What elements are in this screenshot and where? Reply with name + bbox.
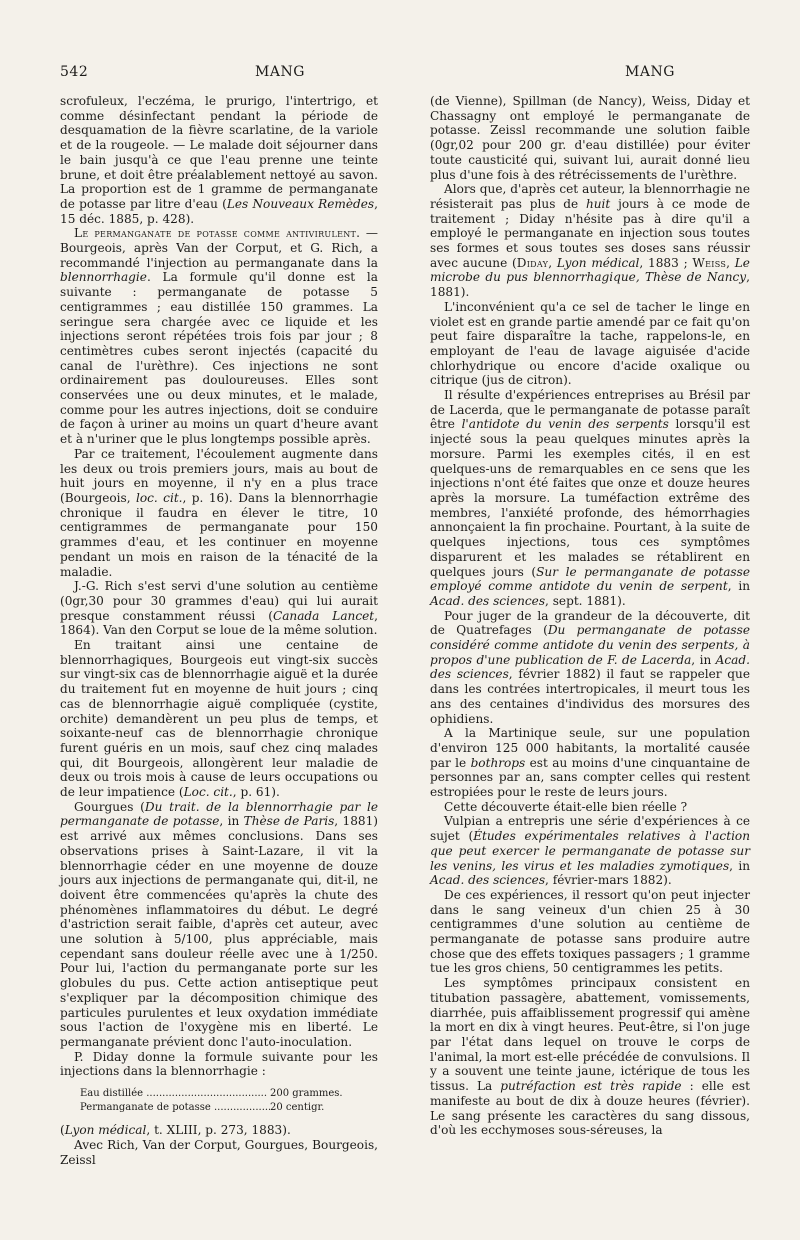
paragraph: P. Diday donne la formule suivante pour les injections dans la blennorrhagie : <box>60 1049 378 1079</box>
paragraph: J.-G. Rich s'est servi d'une solution au centième (0gr,30 pour 30 grammes d'eau) qui lui aurait presque constamment réussi (Canada Lancet, 1864). Van den Corput se loue de la même solution. <box>60 579 378 638</box>
page-number: 542 <box>60 64 89 80</box>
right-column <box>430 94 750 1138</box>
paragraph: Par ce traitement, l'écoulement augmente dans les deux ou trois premiers jours, mais au bout de huit jours en moyenne, il n'y en a plus trace (Bourgeois, loc. cit., p. 16). Dans la blennorrhagie chronique il faudra en élever le titre, 10 centigrammes de permanganate pour 150 grammes d'eau, et les continuer en moyenne pendant un mois en raison de la ténacité de la maladie. <box>60 446 378 579</box>
formula <box>80 1087 378 1115</box>
running-head-right: MANG <box>625 64 675 80</box>
paragraph: De ces expériences, il ressort qu'on peut injecter dans le sang veineux d'un chien 25 à 30 centigrammes d'une solution au centième de permanganate de potasse sans produire autre chose que des effets toxiques passagers ; 1 gramme tue les gros chiens, 50 centigrammes les petits. <box>430 887 750 976</box>
paragraph: scrofuleux, l'eczéma, le prurigo, l'intertrigo, et comme désinfectant pendant la période de desquamation de la fièvre scarlatine, de la variole et de la rougeole. — Le malade doit séjourner dans le bain jusqu'à ce que l'eau prenne une teinte brune, et doit être préalablement nettoyé au savon. La proportion est de 1 gramme de permanganate de potasse par litre d'eau (Les Nouveaux Remèdes, 15 déc. 1885, p. 428). <box>60 94 378 226</box>
paragraph: Vulpian a entrepris une série d'expériences à ce sujet (Études expérimentales relatives à l'action que peut exercer le permanganate de potasse sur les venins, les virus et les maladies zymotiques, in Acad. des sciences, février-mars 1882). <box>430 814 751 888</box>
formula-row: Eau distillée ..... 200 grammes. <box>80 1087 378 1101</box>
citation: (Lyon médical, t. XLIII, p. 273, 1883). <box>60 1123 291 1138</box>
page-header <box>60 64 750 84</box>
reference-title: Les Nouveaux Remèdes <box>226 196 375 211</box>
paragraph: En traitant ainsi une centaine de blennorrhagiques, Bourgeois eut vingt-six succès sur vingt-six cas de blennorrhagie aiguë et la durée du traitement fut en moyenne de huit jours ; cinq cas de blennorrhagie aiguë compliquée (cystite, orchite) demandèrent un peu plus de temps, et soixante-neuf cas de blennorrhagie chronique furent guéris en un mois, sauf chez cinq malades qui, dit Bourgeois, allongèrent leur maladie de deux ou trois mois à cause de leurs occupations ou de leur impatience (Loc. cit., p. 61). <box>60 638 378 800</box>
formula-row: Permanganate de potasse ..... 20 centigr. <box>80 1101 378 1115</box>
paragraph: Le permanganate de potasse comme antivirulent. — Bourgeois, après Van der Corput, et G. Rich, a recommandé l'injection au permanganate dans la blennorrhagie. La formule qu'il donne est la suivante : permanganate de potasse 5 centigrammes ; eau distillée 150 grammes. La seringue sera chargée avec ce liquide et les injections seront répétées trois fois par jour ; 8 centimètres cubes seront injectés (capacité du canal de l'urèthre). Ces injections ne sont ordinairement pas douloureuses. Elles sont conservées une ou deux minutes, et le malade, comme pour les autres injections, doit se conduire de façon à uriner au moins un quart d'heure avant et à n'uriner que le plus longtemps possible après. <box>60 226 378 447</box>
paragraph: Avec Rich, Van der Corput, Gourgues, Bourgeois, Zeissl <box>60 1137 378 1167</box>
paragraph: L'inconvénient qu'a ce sel de tacher le linge en violet est en grande partie amendé par ce fait qu'on peut faire disparaître la tache, rappelons-le, en employant de l'eau de lavage aiguisée d'acide chlorhydrique ou encore d'acide oxalique ou citrique (jus de citron). <box>430 299 750 388</box>
paragraph: Les symptômes principaux consistent en titubation passagère, abattement, vomissements, diarrhée, puis affaiblissement progressif qui amène la mort en dix à vingt heures. Peut-être, si l'on juge par l'état dans lequel on trouve le corps de l'animal, la mort est-elle précédée de convulsions. Il y a souvent une teinte jaune, ictérique de tous les tissus. La putréfaction est très rapide : elle est manifeste au bout de dix à douze heures (février). Le sang présente les caractères du sang dissous, d'où les ecchymoses sous-séreuses, la <box>430 976 750 1138</box>
paragraph: Alors que, d'après cet auteur, la blennorrhagie ne résisterait pas plus de huit jours à ce mode de traitement ; Diday n'hésite pas à dire qu'il a employé le permanganate en injection sous toutes ses formes et sous toutes ses doses sans réussir avec aucune (Diday, Lyon médical, 1883 ; Weiss, Le microbe du pus blennorrhagique, Thèse de Nancy, 1881). <box>430 182 750 300</box>
paragraph: Il résulte d'expériences entreprises au Brésil par de Lacerda, que le permanganate de potasse paraît être l'antidote du venin des serpents lorsqu'il est injecté sous la peau quelques minutes après la morsure. Parmi les exemples cités, il en est quelques-uns de remarquables en ce sens que les injections n'ont été faites que onze et douze heures après la morsure. La tuméfaction extrême des membres, l'anxiété profonde, des hémorrhagies annonçaient la fin prochaine. Pourtant, à la suite de quelques injections, tous ces symptômes disparurent et les malades se rétablirent en quelques jours (Sur le permanganate de potasse employé comme antidote du venin de serpent, in Acad. des sciences, sept. 1881). <box>430 388 751 608</box>
paragraph: (de Vienne), Spillman (de Nancy), Weiss, Diday et Chassagny ont employé le permanganate de potasse. Zeissl recommande une solution faible (0gr,02 pour 200 gr. d'eau distillée) pour éviter toute causticité qui, suivant lui, aurait donné lieu plus d'une fois à des rétrécissements de l'urèthre. <box>430 94 750 182</box>
running-head-left: MANG <box>255 64 305 80</box>
section-heading: Le permanganate de potasse comme antivirulent. <box>74 226 361 241</box>
left-column <box>60 94 378 1167</box>
paragraph: Pour juger de la grandeur de la découverte, dit de Quatrefages (Du permanganate de potasse considéré comme antidote du venin des serpents, à propos d'une publication de F. de Lacerda, in Acad. des sciences, février 1882) il faut se rappeler que dans les contrées intertropicales, il meurt tous les ans des centaines d'individus des morsures des ophidiens. <box>430 608 750 726</box>
paragraph: Cette découverte était-elle bien réelle ? <box>444 799 688 814</box>
paragraph: Gourgues (Du trait. de la blennorrhagie par le permanganate de potasse, in Thèse de Paris, 1881) est arrivé aux mêmes conclusions. Dans ses observations prises à Saint-Lazare, il vit la blennorrhagie céder en une moyenne de douze jours aux injections de permanganate qui, dit-il, ne doivent être commencées qu'après la chute des phénomènes inflammatoires du début. Le degré d'astriction serait faible, d'après cet auteur, avec une solution à 5/100, plus appréciable, mais cependant sans douleur réelle avec une à 1/250. Pour lui, l'action du permanganate porte sur les globules du pus. Cette action antiseptique peut s'expliquer par la décomposition chimique des particules purulentes et leux oxydation immédiate sous l'action de l'oxygène mis en liberté. Le permanganate prévient donc l'auto-inoculation. <box>60 799 379 1049</box>
paragraph: A la Martinique seule, sur une population d'environ 125 000 habitants, la mortalité causée par le bothrops est au moins d'une cinquantaine de personnes par an, sans compter celles qui restent estropiées pour le reste de leurs jours. <box>430 726 750 800</box>
